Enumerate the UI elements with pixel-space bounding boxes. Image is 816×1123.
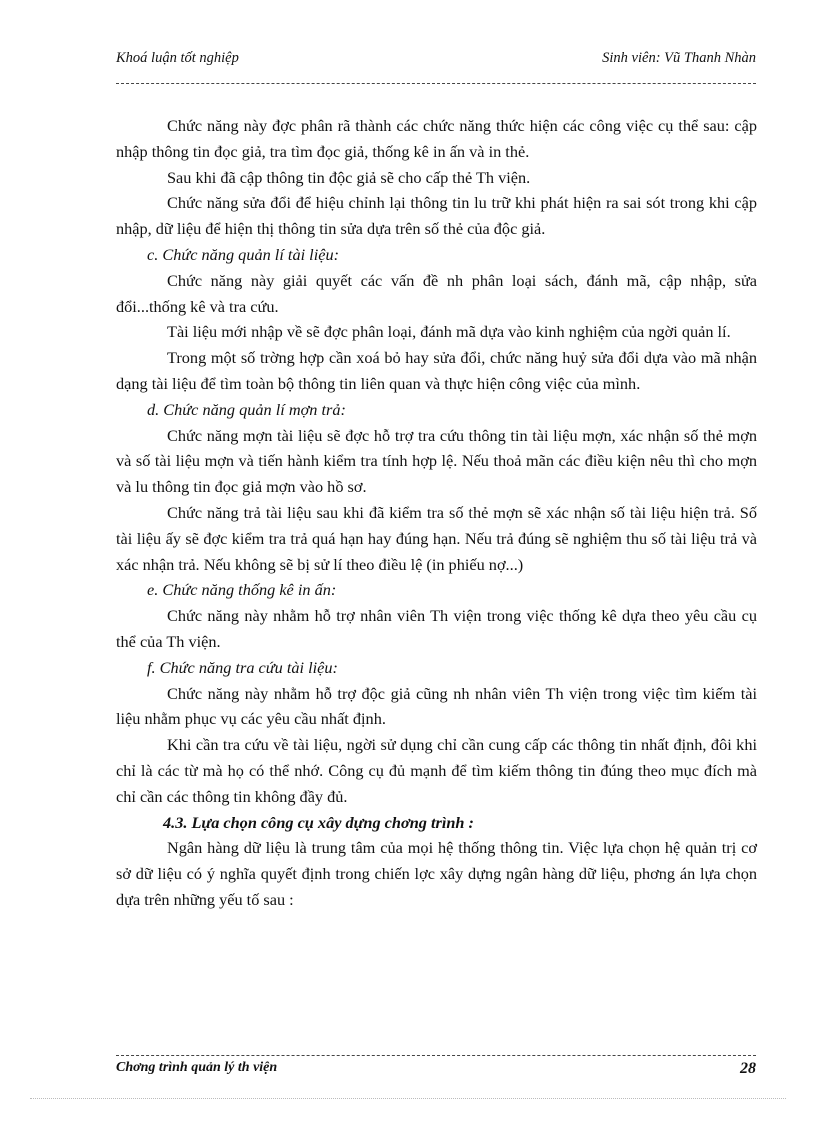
subsection-heading: c. Chức năng quản lí tài liệu:	[147, 244, 340, 264]
body-paragraph: Tài liệu mới nhập về sẽ đợc phân loại, đánh mã dựa vào kinh nghiệm của ngời quản lí.	[167, 322, 731, 342]
section-heading: 4.3. Lựa chọn công cụ xây dựng chơng trình :	[163, 812, 474, 832]
page-header	[116, 50, 756, 70]
page-edge-divider	[30, 1098, 786, 1099]
header-student-name: Sinh viên: Vũ Thanh Nhàn	[602, 50, 756, 66]
body-paragraph: Khi cần tra cứu về tài liệu, ngời sử dụng chỉ cần cung cấp các thông tin nhất định, đôi khi chỉ là các từ mà họ có thể nhớ. Công cụ đủ mạnh để tìm kiếm thông tin đúng theo mục đích mà chỉ cần các thông tin không đầy đủ.	[116, 735, 757, 806]
header-divider	[116, 83, 756, 84]
body-paragraph: Ngân hàng dữ liệu là trung tâm của mọi hệ thống thông tin. Việc lựa chọn hệ quản trị cơ sở dữ liệu có ý nghĩa quyết định trong chiến lợc xây dựng ngân hàng dữ liệu, phơng án lựa chọn dựa trên những yếu tố sau :	[116, 838, 757, 909]
body-paragraph: Chức năng mợn tài liệu sẽ đợc hỗ trợ tra cứu thông tin tài liệu mợn, xác nhận số thẻ mợn và số tài liệu mợn và tiến hành kiểm tra tính hợp lệ. Nếu thoả mãn các điều kiện nêu thì cho mợn và lu thông tin đọc giả mợn vào hồ sơ.	[116, 425, 757, 497]
subsection-heading: e. Chức năng thống kê in ấn:	[147, 580, 337, 600]
subsection-heading: f. Chức năng tra cứu tài liệu:	[147, 657, 338, 677]
body-paragraph: Chức năng này đợc phân rã thành các chức năng thức hiện các công việc cụ thể sau: cập nhập thông tin đọc giả, tra tìm đọc giả, thống kê in ấn và in thẻ.	[116, 116, 757, 161]
body-paragraph: Chức năng này giải quyết các vấn đề nh phân loại sách, đánh mã, cập nhập, sửa đổi...thống kê và tra cứu.	[116, 270, 757, 316]
header-thesis-label: Khoá luận tốt nghiệp	[116, 50, 239, 66]
body-paragraph: Chức năng này nhằm hỗ trợ độc giả cũng nh nhân viên Th viện trong việc tìm kiếm tài liệu nhằm phục vụ các yêu cầu nhất định.	[116, 683, 757, 729]
body-paragraph: Chức năng trả tài liệu sau khi đã kiểm tra số thẻ mợn sẽ xác nhận số tài liệu hiện trả. Số tài liệu ấy sẽ đợc kiểm tra trả quá hạn hay đúng hạn. Nếu trả đúng sẽ nghiệm thu số tài liệu trả và xác nhận trả. Nếu không sẽ bị sử lí theo điều lệ (in phiếu nợ...)	[116, 502, 757, 574]
body-paragraph: Chức năng này nhằm hỗ trợ nhân viên Th viện trong việc thống kê dựa theo yêu cầu cụ thể của Th viện.	[116, 606, 757, 651]
page-body	[116, 113, 757, 913]
footer-title: Chơng trình quản lý th viện	[116, 1060, 278, 1075]
page-number: 28	[740, 1060, 756, 1077]
page-footer	[116, 1060, 756, 1080]
body-paragraph: Trong một số trờng hợp cần xoá bỏ hay sửa đổi, chức năng huỷ sửa đổi dựa vào mã nhận dạng tài liệu để tìm toàn bộ thông tin liên quan và thực hiện công việc của mình.	[116, 348, 757, 393]
footer-divider	[116, 1055, 756, 1056]
body-paragraph: Chức năng sửa đổi để hiệu chỉnh lại thông tin lu trữ khi phát hiện ra sai sót trong khi cập nhập, dữ liệu để hiện thị thông tin sửa dựa trên số thẻ của độc giả.	[116, 193, 757, 239]
body-paragraph: Sau khi đã cập thông tin độc giả sẽ cho cấp thẻ Th viện.	[167, 167, 531, 187]
subsection-heading: d. Chức năng quản lí mợn trả:	[147, 399, 346, 419]
